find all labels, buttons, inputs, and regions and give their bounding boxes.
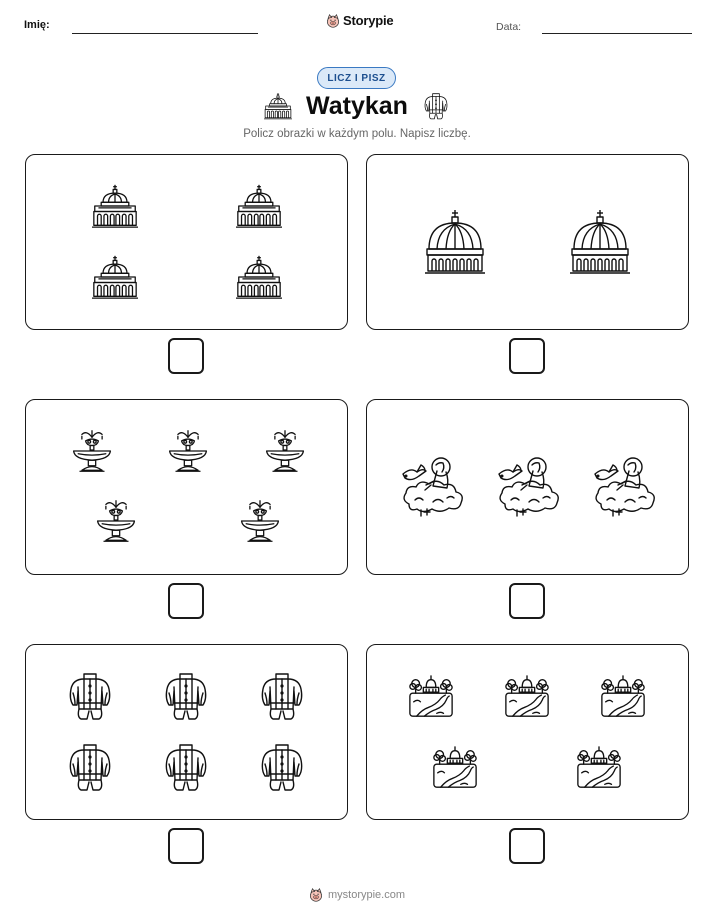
fountain-icon bbox=[69, 426, 115, 476]
vatican-garden-icon bbox=[407, 672, 455, 722]
fountain-icon bbox=[165, 426, 211, 476]
brand-logo bbox=[326, 13, 393, 28]
instructions: Policz obrazki w każdym polu. Napisz liczbę. bbox=[243, 128, 471, 140]
counting-panel-1 bbox=[25, 154, 348, 330]
fresco-icon bbox=[397, 450, 467, 524]
footer-url[interactable]: mystorypie.com bbox=[327, 889, 406, 901]
name-label: Imię: bbox=[24, 19, 50, 31]
answer-box-2[interactable] bbox=[509, 338, 545, 374]
guard-uniform-icon bbox=[257, 669, 307, 723]
brand-name: Storypie bbox=[343, 13, 394, 28]
counting-panel-6 bbox=[366, 644, 689, 820]
fountain-icon bbox=[93, 496, 139, 546]
counting-panel-4 bbox=[366, 399, 689, 575]
vatican-garden-icon bbox=[599, 672, 647, 722]
basilica-icon bbox=[264, 91, 292, 121]
answer-box-3[interactable] bbox=[168, 583, 204, 619]
basilica-icon bbox=[92, 181, 138, 231]
counting-panel-3 bbox=[25, 399, 348, 575]
counting-panel-5 bbox=[25, 644, 348, 820]
footer bbox=[0, 888, 714, 902]
basilica-icon bbox=[236, 181, 282, 231]
guard-uniform-icon bbox=[422, 91, 450, 121]
guard-uniform-icon bbox=[161, 740, 211, 794]
basilica-icon bbox=[236, 252, 282, 302]
date-field-line[interactable] bbox=[542, 33, 692, 34]
counting-panel-2 bbox=[366, 154, 689, 330]
guard-uniform-icon bbox=[257, 740, 307, 794]
pig-logo-icon bbox=[326, 14, 340, 28]
activity-badge: LICZ I PISZ bbox=[317, 67, 396, 89]
dome-icon bbox=[425, 209, 485, 275]
fresco-icon bbox=[589, 450, 659, 524]
name-field-line[interactable] bbox=[72, 33, 258, 34]
vatican-garden-icon bbox=[503, 672, 551, 722]
guard-uniform-icon bbox=[65, 669, 115, 723]
date-label: Data: bbox=[496, 21, 522, 33]
vatican-garden-icon bbox=[575, 743, 623, 793]
answer-box-4[interactable] bbox=[509, 583, 545, 619]
answer-box-6[interactable] bbox=[509, 828, 545, 864]
basilica-icon bbox=[92, 252, 138, 302]
vatican-garden-icon bbox=[431, 743, 479, 793]
fountain-icon bbox=[262, 426, 308, 476]
answer-box-5[interactable] bbox=[168, 828, 204, 864]
page-title: Watykan bbox=[306, 91, 408, 120]
answer-box-1[interactable] bbox=[168, 338, 204, 374]
guard-uniform-icon bbox=[161, 669, 211, 723]
fountain-icon bbox=[237, 496, 283, 546]
pig-logo-icon bbox=[309, 888, 323, 902]
title-row bbox=[0, 91, 714, 121]
fresco-icon bbox=[493, 450, 563, 524]
dome-icon bbox=[570, 209, 630, 275]
guard-uniform-icon bbox=[65, 740, 115, 794]
